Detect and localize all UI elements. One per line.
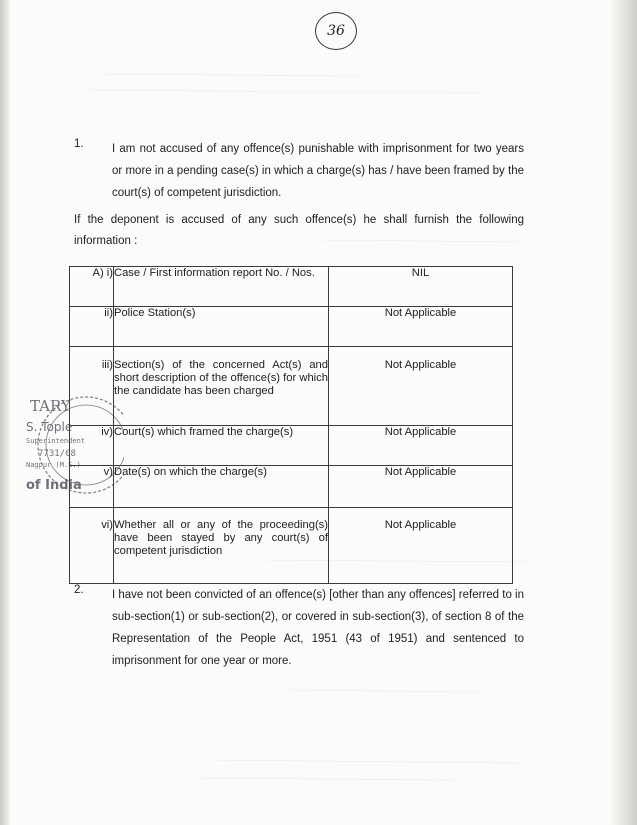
page-number: 36 [315, 12, 357, 50]
row-description: Date(s) on which the charge(s) [114, 466, 329, 508]
row-value: NIL [329, 267, 513, 307]
clause-1 [74, 138, 524, 204]
row-index: v) [70, 466, 114, 508]
row-value: Not Applicable [329, 508, 513, 584]
table-row [70, 508, 513, 584]
row-index: iii) [70, 347, 114, 426]
row-description: Court(s) which framed the charge(s) [114, 426, 329, 466]
table-row [70, 307, 513, 347]
row-description: Case / First information report No. / Nos. [114, 267, 329, 307]
offence-information-table [69, 266, 513, 584]
row-description: Section(s) of the concerned Act(s) and short description of the offence(s) for which the candidate has been charged [114, 347, 329, 426]
row-value: Not Applicable [329, 426, 513, 466]
row-value: Not Applicable [329, 466, 513, 508]
page-edge-shadow-left [0, 0, 10, 825]
row-value: Not Applicable [329, 307, 513, 347]
row-value: Not Applicable [329, 347, 513, 426]
row-description: Police Station(s) [114, 307, 329, 347]
table-row [70, 347, 513, 426]
information-intro: If the deponent is accused of any such offence(s) he shall furnish the following information : [74, 214, 524, 247]
row-index: vi) [70, 508, 114, 584]
seal-text-bottom: of India [26, 478, 82, 493]
clause-1-text: I am not accused of any offence(s) punishable with imprisonment for two years or more in a pending case(s) in which a charge(s) has / have been framed by the court(s) of competent jurisdiction. [112, 143, 524, 199]
row-index: iv) [70, 426, 114, 466]
seal-text-place: Nagpur (M.S.) [26, 461, 81, 469]
seal-text-title: Superintendent [26, 437, 86, 445]
clause-2 [74, 584, 524, 672]
row-description: Whether all or any of the proceeding(s) have been stayed by any court(s) of competent jurisdiction [114, 508, 329, 584]
clause-2-text: I have not been convicted of an offence(s) [other than any offences] referred to in sub-section(1) or sub-section(2), or covered in sub-section(3), of section 8 of the Representation of the People Act, 1951 (43 of 1951) and sentenced to imprisonment for one year or more. [112, 589, 524, 667]
page-edge-shadow-right [609, 0, 637, 825]
table-row [70, 466, 513, 508]
seal-text-top: TARY [30, 397, 71, 415]
table-row [70, 267, 513, 307]
clause-2-number: 2. [74, 584, 84, 596]
seal-text-name: S. Tople [26, 420, 73, 434]
clause-1-number: 1. [74, 138, 84, 150]
seal-text-reg: 7731/08 [38, 449, 76, 459]
row-index: A) i) [70, 267, 114, 307]
row-index: ii) [70, 307, 114, 347]
table-row [70, 426, 513, 466]
